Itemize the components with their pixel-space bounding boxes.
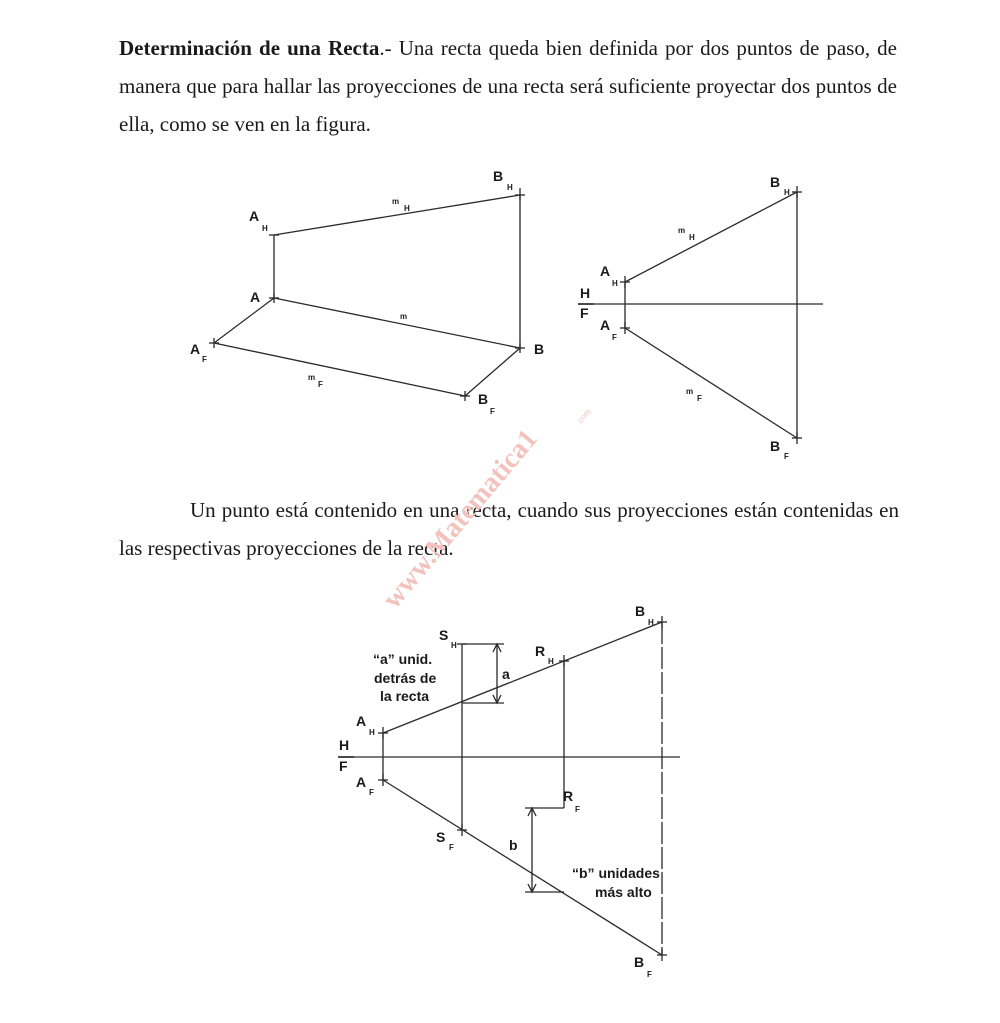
svg-text:H: H: [369, 728, 375, 737]
label-AF: A: [600, 317, 611, 333]
label-BF: B: [478, 391, 489, 407]
watermark: [377, 406, 593, 614]
section-heading: Determinación de una Recta: [119, 36, 380, 60]
figure-2-labels: [580, 174, 790, 461]
label-mF: m: [308, 373, 316, 382]
label-BH: B: [770, 174, 781, 190]
svg-text:F: F: [490, 407, 495, 416]
note-a-line-1: “a” unid.: [373, 651, 433, 667]
label-mH: m: [392, 197, 400, 206]
label-SF: S: [436, 829, 446, 845]
dimension-a-label: a: [502, 666, 510, 682]
figure-1-labels: [190, 168, 544, 416]
label-mF: m: [686, 387, 694, 396]
label-AH: A: [600, 263, 611, 279]
label-AF: A: [356, 774, 367, 790]
label-BF: B: [634, 954, 645, 970]
intro-text: .- Una recta queda bien definida por dos puntos de paso, de manera que para hallar las proyecciones de una recta será suficiente proyectar dos puntos de ella, como se ven en la figura.: [119, 36, 898, 136]
label-RF: R: [563, 788, 574, 804]
svg-text:F: F: [369, 788, 374, 797]
note-b-line-2: más alto: [595, 884, 652, 900]
label-BH: B: [635, 603, 646, 619]
svg-text:F: F: [449, 843, 454, 852]
label-RH: R: [535, 643, 546, 659]
label-AF: A: [190, 341, 201, 357]
svg-text:F: F: [647, 970, 652, 979]
svg-text:H: H: [451, 641, 457, 650]
label-A: A: [250, 289, 261, 305]
svg-text:F: F: [318, 380, 323, 389]
label-B: B: [534, 341, 545, 357]
label-BH: B: [493, 168, 504, 184]
note-b-line-1: “b” unidades: [572, 865, 660, 881]
label-mH: m: [678, 226, 686, 235]
line-m: [274, 298, 520, 348]
line-mF: [625, 328, 797, 438]
svg-text:H: H: [689, 233, 695, 242]
svg-text:F: F: [697, 394, 702, 403]
projector-A-oblique: [214, 298, 274, 343]
svg-text:H: H: [548, 657, 554, 666]
point-on-line-paragraph: Un punto está contenido en una recta, cuando sus proyecciones están contenidas en las respectivas proyecciones de la recta.: [119, 498, 899, 560]
label-H: H: [580, 285, 591, 301]
svg-text:H: H: [404, 204, 410, 213]
line-mF: [214, 343, 465, 396]
projector-B-oblique: [465, 348, 520, 396]
label-H: H: [339, 737, 350, 753]
label-F: F: [580, 305, 589, 321]
svg-text:H: H: [612, 279, 618, 288]
note-a-line-2: detrás de: [374, 670, 437, 686]
figure-2-orthographic: [578, 186, 823, 444]
label-BF: B: [770, 438, 781, 454]
watermark-text: www.Matematica1: [376, 423, 544, 615]
svg-text:H: H: [507, 183, 513, 192]
label-AH: A: [356, 713, 367, 729]
svg-text:F: F: [202, 355, 207, 364]
svg-text:H: H: [784, 188, 790, 197]
svg-text:F: F: [612, 333, 617, 342]
label-m: m: [400, 312, 408, 321]
note-a-line-3: la recta: [380, 688, 430, 704]
figure-3-labels: [339, 603, 660, 979]
label-F: F: [339, 758, 348, 774]
dimension-b-label: b: [509, 837, 518, 853]
line-mH: [625, 192, 797, 282]
svg-text:H: H: [648, 618, 654, 627]
svg-text:F: F: [575, 805, 580, 814]
label-AH: A: [249, 208, 260, 224]
watermark-suffix: .com: [573, 406, 593, 427]
svg-text:H: H: [262, 224, 268, 233]
svg-text:F: F: [784, 452, 789, 461]
label-SH: S: [439, 627, 449, 643]
